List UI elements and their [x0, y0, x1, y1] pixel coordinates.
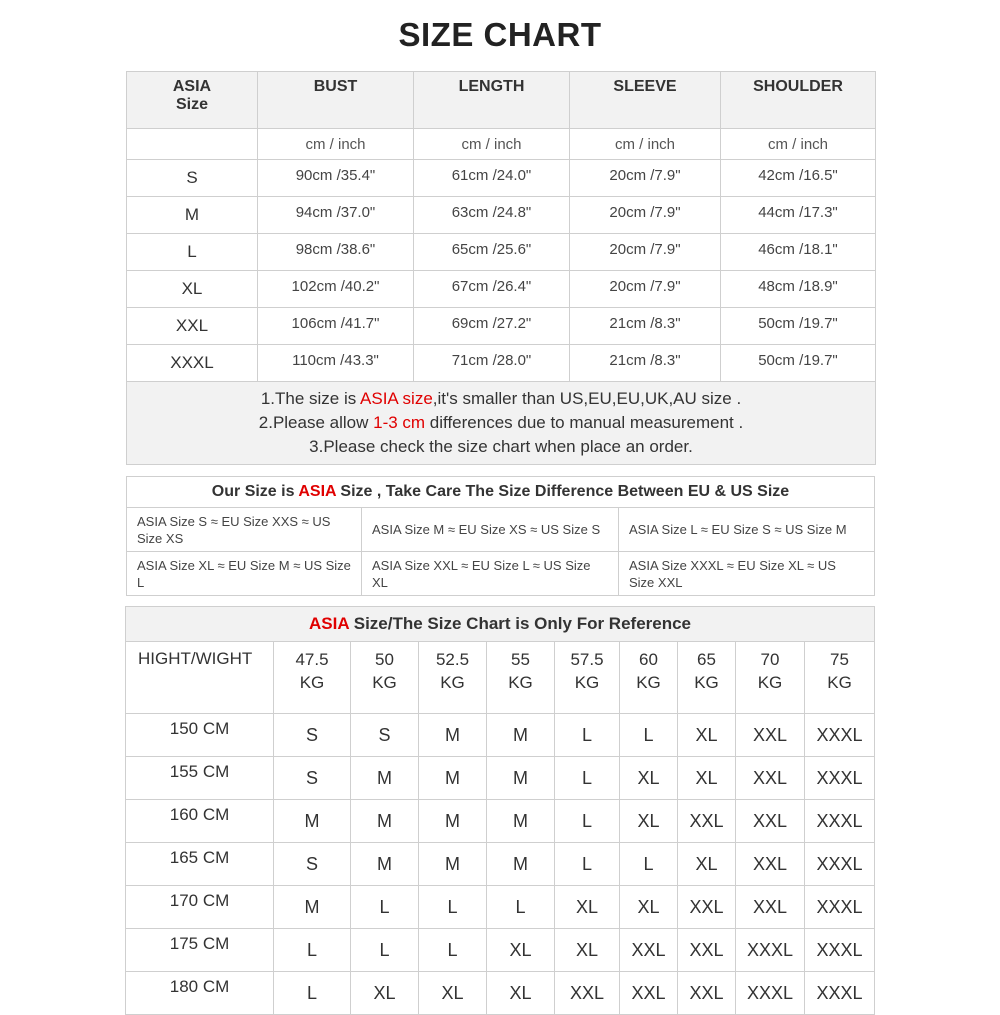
measurement-cell: 50cm /19.7"	[721, 308, 876, 345]
table-row	[126, 757, 875, 800]
size-cell: XXL	[736, 757, 805, 800]
size-cell: M	[487, 800, 555, 843]
weight-header	[419, 642, 487, 714]
size-measurement-table	[126, 71, 876, 465]
size-cell: XXL	[678, 800, 736, 843]
measurement-cell: 63cm /24.8"	[414, 197, 570, 234]
size-cell: XXL	[736, 714, 805, 757]
height-label: 170 CM	[126, 886, 274, 929]
notes-cell	[127, 382, 876, 465]
table-row	[126, 800, 875, 843]
size-cell: XL	[555, 886, 620, 929]
weight-unit: KG	[757, 673, 783, 692]
conversion-cell: ASIA Size XL ≈ EU Size M ≈ US Size L	[127, 552, 362, 596]
size-cell: XL	[487, 972, 555, 1015]
weight-header	[555, 642, 620, 714]
measurement-cell: 20cm /7.9"	[570, 234, 721, 271]
size-cell: M	[419, 757, 487, 800]
conversion-cell: ASIA Size XXL ≈ EU Size L ≈ US Size XL	[362, 552, 619, 596]
weight-value: 52.5	[435, 650, 470, 669]
note-3: 3.Please check the size chart when place an order.	[309, 437, 693, 456]
header-asia-size	[127, 72, 258, 129]
size-cell: XXL	[736, 886, 805, 929]
conversion-row	[127, 552, 875, 596]
conversion-cell: ASIA Size XXXL ≈ EU Size XL ≈ US Size XXL	[619, 552, 875, 596]
header-length: LENGTH	[414, 72, 570, 129]
weight-header	[487, 642, 555, 714]
measurement-cell: 94cm /37.0"	[258, 197, 414, 234]
size-cell: M	[487, 757, 555, 800]
weight-header	[678, 642, 736, 714]
size-cell: L	[555, 800, 620, 843]
size-cell: M	[351, 843, 419, 886]
measurement-cell: 69cm /27.2"	[414, 308, 570, 345]
notes-row	[127, 382, 876, 465]
page-title: SIZE CHART	[398, 16, 602, 53]
measurement-cell: 98cm /38.6"	[258, 234, 414, 271]
header-bust: BUST	[258, 72, 414, 129]
size-cell: XL	[555, 929, 620, 972]
measurement-cell: 46cm /18.1"	[721, 234, 876, 271]
size-cell: L	[620, 843, 678, 886]
size-conversion-table	[126, 476, 875, 596]
size-cell: L	[555, 843, 620, 886]
table-row	[127, 345, 876, 382]
measurement-cell: 20cm /7.9"	[570, 197, 721, 234]
size-cell: XL	[620, 800, 678, 843]
units-cell: cm / inch	[570, 129, 721, 160]
header-row	[127, 72, 876, 129]
measurement-cell: 50cm /19.7"	[721, 345, 876, 382]
measurement-cell: 42cm /16.5"	[721, 160, 876, 197]
size-cell: XXXL	[805, 800, 875, 843]
note-2-highlight: 1-3 cm	[373, 413, 426, 432]
measurement-cell: 20cm /7.9"	[570, 160, 721, 197]
weight-value: 75	[830, 650, 849, 669]
size-cell: XXL	[736, 800, 805, 843]
conversion-title-text-end: Size , Take Care The Size Difference Between EU & US Size	[335, 483, 790, 500]
note-1	[127, 387, 875, 411]
conversion-cell: ASIA Size S ≈ EU Size XXS ≈ US Size XS	[127, 508, 362, 552]
measurement-cell: 102cm /40.2"	[258, 271, 414, 308]
weight-value: 70	[760, 650, 780, 669]
note-2	[127, 411, 875, 435]
table-row	[127, 160, 876, 197]
table-row	[126, 843, 875, 886]
note-1-text: 1.The size is	[260, 389, 361, 408]
size-cell: S	[351, 714, 419, 757]
height-label: 165 CM	[126, 843, 274, 886]
size-cell: M	[419, 843, 487, 886]
conversion-cell: ASIA Size M ≈ EU Size XS ≈ US Size S	[362, 508, 619, 552]
size-cell: XXL	[620, 972, 678, 1015]
units-cell: cm / inch	[414, 129, 570, 160]
note-1-text-end: ,it's smaller than US,EU,EU,UK,AU size .	[432, 389, 742, 408]
size-cell: M	[351, 800, 419, 843]
conversion-cell: ASIA Size L ≈ EU Size S ≈ US Size M	[619, 508, 875, 552]
measurement-cell: 110cm /43.3"	[258, 345, 414, 382]
size-label: M	[127, 197, 258, 234]
size-cell: L	[487, 886, 555, 929]
size-cell: M	[487, 714, 555, 757]
table-row	[126, 714, 875, 757]
weight-header	[620, 642, 678, 714]
weight-value: 50	[375, 650, 394, 669]
size-cell: XL	[620, 886, 678, 929]
size-cell: XXXL	[805, 886, 875, 929]
measurement-cell: 65cm /25.6"	[414, 234, 570, 271]
size-cell: L	[419, 929, 487, 972]
measurement-cell: 44cm /17.3"	[721, 197, 876, 234]
weight-header	[736, 642, 805, 714]
size-cell: S	[274, 843, 351, 886]
table-row	[127, 234, 876, 271]
weight-header	[274, 642, 351, 714]
conversion-title-row	[127, 477, 875, 508]
units-cell	[127, 129, 258, 160]
size-cell: M	[487, 843, 555, 886]
size-cell: XL	[487, 929, 555, 972]
height-label: 175 CM	[126, 929, 274, 972]
weight-value: 60	[639, 650, 658, 669]
reference-title	[126, 607, 875, 642]
height-label: 160 CM	[126, 800, 274, 843]
size-label: L	[127, 234, 258, 271]
weight-header-row	[126, 642, 875, 714]
size-cell: XXL	[678, 972, 736, 1015]
table-row	[127, 308, 876, 345]
size-cell: XXXL	[805, 843, 875, 886]
size-cell: L	[555, 714, 620, 757]
weight-value: 55	[511, 650, 530, 669]
size-cell: L	[620, 714, 678, 757]
units-cell: cm / inch	[721, 129, 876, 160]
reference-title-text: Size/The Size Chart is Only For Reference	[349, 614, 692, 633]
size-cell: XXXL	[805, 757, 875, 800]
reference-table	[125, 606, 875, 1015]
size-cell: XL	[678, 843, 736, 886]
size-cell: L	[419, 886, 487, 929]
weight-unit: KG	[636, 673, 661, 692]
size-label: XXL	[127, 308, 258, 345]
conversion-title	[127, 477, 875, 508]
weight-unit: KG	[299, 673, 325, 692]
measurement-cell: 48cm /18.9"	[721, 271, 876, 308]
size-cell: XL	[419, 972, 487, 1015]
weight-unit: KG	[372, 673, 397, 692]
table-row	[127, 197, 876, 234]
size-cell: XXL	[678, 886, 736, 929]
header-asia-line1: ASIA	[172, 78, 212, 95]
measurement-cell: 106cm /41.7"	[258, 308, 414, 345]
measurement-cell: 21cm /8.3"	[570, 308, 721, 345]
header-sleeve: SLEEVE	[570, 72, 721, 129]
size-label: S	[127, 160, 258, 197]
weight-unit: KG	[694, 673, 719, 692]
size-cell: M	[274, 800, 351, 843]
weight-unit: KG	[574, 673, 600, 692]
weight-value: 57.5	[570, 650, 604, 669]
height-label: 155 CM	[126, 757, 274, 800]
table-row	[126, 972, 875, 1015]
size-cell: M	[274, 886, 351, 929]
weight-value: 47.5	[295, 650, 329, 669]
size-cell: XXXL	[805, 714, 875, 757]
size-cell: M	[419, 800, 487, 843]
weight-value: 65	[697, 650, 716, 669]
height-label: 150 CM	[126, 714, 274, 757]
size-cell: L	[351, 886, 419, 929]
weight-header	[351, 642, 419, 714]
size-cell: XXL	[620, 929, 678, 972]
size-cell: XL	[620, 757, 678, 800]
size-label: XXXL	[127, 345, 258, 382]
size-cell: L	[555, 757, 620, 800]
measurement-cell: 61cm /24.0"	[414, 160, 570, 197]
size-cell: S	[274, 714, 351, 757]
weight-unit: KG	[440, 673, 465, 692]
size-cell: L	[351, 929, 419, 972]
size-cell: XXXL	[736, 929, 805, 972]
size-cell: M	[351, 757, 419, 800]
size-cell: XL	[678, 714, 736, 757]
size-cell: M	[419, 714, 487, 757]
weight-unit: KG	[827, 673, 852, 692]
corner-label: HIGHT/WIGHT	[126, 642, 274, 714]
size-cell: XL	[678, 757, 736, 800]
conversion-row	[127, 508, 875, 552]
conversion-title-highlight: ASIA	[298, 483, 336, 500]
note-2-text: 2.Please allow	[258, 413, 374, 432]
size-label: XL	[127, 271, 258, 308]
note-2-text-end: differences due to manual measurement .	[425, 413, 744, 432]
weight-unit: KG	[508, 673, 533, 692]
header-shoulder: SHOULDER	[721, 72, 876, 129]
weight-header	[805, 642, 875, 714]
table-row	[127, 271, 876, 308]
size-cell: L	[274, 929, 351, 972]
size-cell: XXXL	[805, 929, 875, 972]
size-cell: XXXL	[805, 972, 875, 1015]
measurement-cell: 67cm /26.4"	[414, 271, 570, 308]
reference-title-highlight: ASIA	[309, 614, 350, 633]
size-cell: S	[274, 757, 351, 800]
note-1-highlight: ASIA size	[360, 389, 433, 408]
units-row	[127, 129, 876, 160]
units-cell: cm / inch	[258, 129, 414, 160]
size-cell: XXL	[678, 929, 736, 972]
size-cell: XL	[351, 972, 419, 1015]
table-row	[126, 929, 875, 972]
measurement-cell: 21cm /8.3"	[570, 345, 721, 382]
measurement-cell: 71cm /28.0"	[414, 345, 570, 382]
size-cell: XXL	[736, 843, 805, 886]
measurement-cell: 20cm /7.9"	[570, 271, 721, 308]
size-cell: XXXL	[736, 972, 805, 1015]
header-asia-line2: Size	[175, 96, 208, 113]
conversion-title-text: Our Size is	[211, 483, 299, 500]
height-label: 180 CM	[126, 972, 274, 1015]
measurement-cell: 90cm /35.4"	[258, 160, 414, 197]
table-row	[126, 886, 875, 929]
reference-title-row	[126, 607, 875, 642]
size-cell: XXL	[555, 972, 620, 1015]
size-cell: L	[274, 972, 351, 1015]
